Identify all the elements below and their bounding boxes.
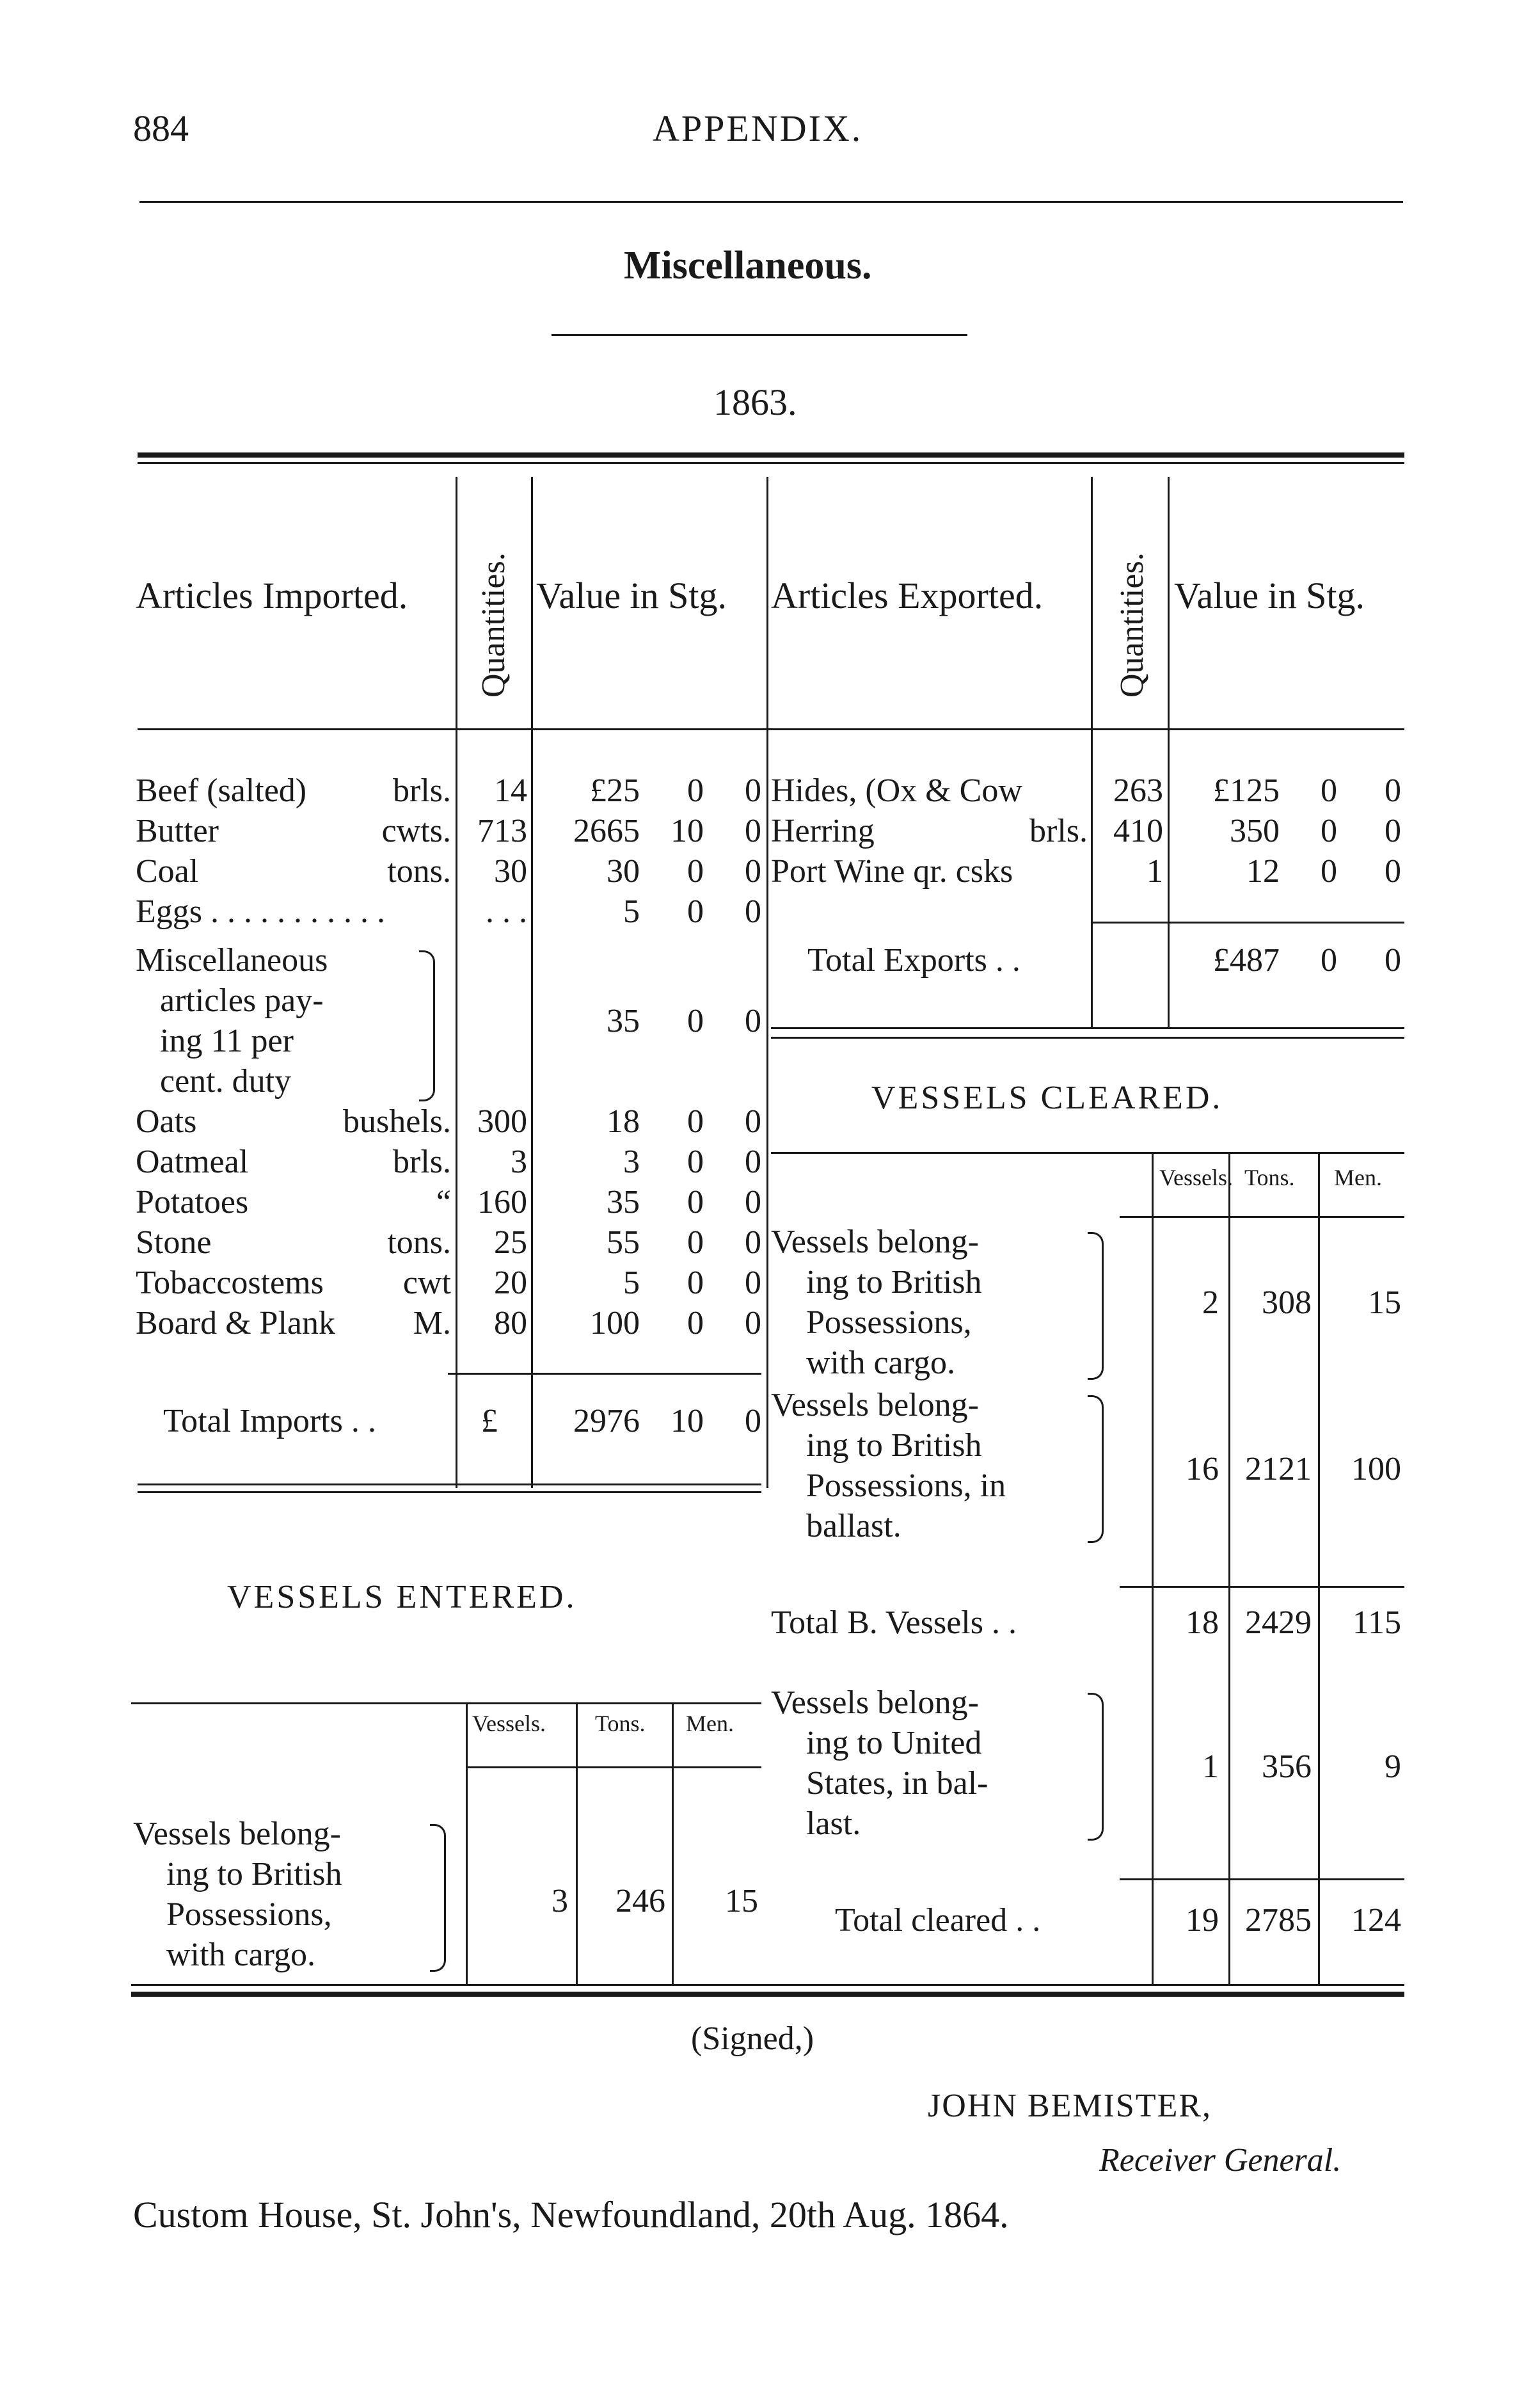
center-divider bbox=[766, 477, 768, 1488]
import-qty: . . . bbox=[486, 893, 527, 930]
row-label-line: last. bbox=[806, 1805, 861, 1842]
import-pence: 0 bbox=[745, 1224, 761, 1261]
import-qty: 30 bbox=[494, 853, 527, 890]
row-vessels: 2 bbox=[1202, 1284, 1219, 1321]
row-label-line: ing to British bbox=[806, 1264, 982, 1300]
row-label-line: with cargo. bbox=[806, 1345, 955, 1381]
import-pence: 0 bbox=[745, 813, 761, 849]
import-qty: 3 bbox=[511, 1144, 527, 1180]
exports-header-quantities: Quantities. bbox=[1114, 552, 1150, 698]
export-qty: 263 bbox=[1113, 772, 1163, 809]
import-pence: 0 bbox=[745, 1265, 761, 1301]
import-pence: 0 bbox=[745, 1144, 761, 1180]
total-exports-label: Total Exports . . bbox=[807, 942, 1020, 979]
row-label-line: Vessels belong- bbox=[771, 1387, 979, 1423]
signatory-title: Receiver General. bbox=[1099, 2142, 1342, 2179]
export-pence: 0 bbox=[1385, 772, 1401, 809]
row-men: 115 bbox=[1352, 1604, 1401, 1641]
imports-sum-rule bbox=[448, 1373, 761, 1375]
export-qty: 410 bbox=[1113, 813, 1163, 849]
import-pounds: 100 bbox=[590, 1305, 640, 1341]
year-heading: 1863. bbox=[713, 381, 797, 423]
export-qty: 1 bbox=[1147, 853, 1163, 890]
exports-sum-rule bbox=[1091, 922, 1404, 924]
import-shillings: 0 bbox=[687, 853, 704, 890]
row-label-line: ballast. bbox=[806, 1508, 901, 1544]
export-pence: 0 bbox=[1385, 853, 1401, 890]
cleared-col-divider bbox=[1228, 1152, 1230, 1984]
table-bottom-rule bbox=[131, 1984, 1404, 1986]
import-article: Beef (salted) bbox=[136, 772, 307, 809]
export-shillings: 0 bbox=[1321, 772, 1337, 809]
misc-line: Miscellaneous bbox=[136, 942, 328, 979]
cleared-header-rule bbox=[1120, 1216, 1404, 1218]
import-pounds: 5 bbox=[623, 893, 640, 930]
import-pence: 0 bbox=[745, 1305, 761, 1341]
row-tons: 2785 bbox=[1245, 1902, 1312, 1939]
import-pounds: 35 bbox=[607, 1184, 640, 1220]
entered-col-divider bbox=[466, 1702, 468, 1984]
row-label-line: Vessels belong- bbox=[133, 1816, 341, 1852]
import-pence: 0 bbox=[745, 1103, 761, 1140]
imports-header-quantities: Quantities. bbox=[475, 552, 512, 698]
brace-icon bbox=[1088, 1693, 1104, 1841]
import-shillings: 10 bbox=[671, 813, 704, 849]
import-unit: cwt bbox=[402, 1265, 451, 1301]
total-imports-pence: 0 bbox=[745, 1403, 761, 1439]
row-vessels: 3 bbox=[552, 1883, 568, 1919]
total-imports-label: Total Imports . . bbox=[163, 1403, 376, 1439]
entered-col-divider bbox=[672, 1702, 674, 1984]
entered-header-rule bbox=[466, 1766, 761, 1768]
total-b-label: Total B. Vessels . . bbox=[771, 1604, 1017, 1641]
export-unit: brls. bbox=[1029, 813, 1088, 849]
imports-end-rule bbox=[138, 1483, 761, 1485]
exports-col-divider bbox=[1168, 477, 1170, 1027]
import-article: Coal bbox=[136, 853, 199, 890]
row-men: 15 bbox=[1368, 1284, 1401, 1321]
brace-icon bbox=[1088, 1232, 1104, 1380]
exports-end-rule bbox=[771, 1037, 1404, 1039]
row-label-line: Vessels belong- bbox=[771, 1684, 979, 1721]
total-exports-pounds: £487 bbox=[1213, 942, 1280, 979]
row-men: 15 bbox=[725, 1883, 758, 1919]
import-qty: 20 bbox=[494, 1265, 527, 1301]
entered-header-tons: Tons. bbox=[595, 1711, 646, 1736]
row-tons: 246 bbox=[615, 1883, 665, 1919]
entered-col-divider bbox=[576, 1702, 578, 1984]
misc-pence: 0 bbox=[745, 1003, 761, 1039]
cleared-top-rule bbox=[771, 1152, 1404, 1154]
import-shillings: 0 bbox=[687, 1184, 704, 1220]
import-article: Butter bbox=[136, 813, 219, 849]
import-pounds: 30 bbox=[607, 853, 640, 890]
import-qty: 160 bbox=[477, 1184, 527, 1220]
import-article: Board & Plank bbox=[136, 1305, 335, 1341]
place-date: Custom House, St. John's, Newfoundland, 20th Aug. 1864. bbox=[133, 2194, 1009, 2235]
cleared-col-divider bbox=[1318, 1152, 1320, 1984]
import-article: Eggs . . . . . . . . . . . bbox=[136, 893, 385, 930]
import-qty: 80 bbox=[494, 1305, 527, 1341]
vessels-cleared-title: VESSELS CLEARED. bbox=[871, 1080, 1223, 1116]
import-article: Stone bbox=[136, 1224, 212, 1261]
row-men: 124 bbox=[1351, 1902, 1401, 1939]
import-shillings: 0 bbox=[687, 1144, 704, 1180]
exports-header-value: Value in Stg. bbox=[1174, 575, 1365, 616]
total-imports-currency: £ bbox=[481, 1403, 498, 1439]
cleared-header-tons: Tons. bbox=[1244, 1165, 1295, 1190]
row-tons: 2429 bbox=[1245, 1604, 1312, 1641]
total-exports-shillings: 0 bbox=[1321, 942, 1337, 979]
export-shillings: 0 bbox=[1321, 853, 1337, 890]
signed-note: (Signed,) bbox=[691, 2020, 814, 2057]
import-unit: “ bbox=[436, 1184, 451, 1220]
brace-icon bbox=[430, 1824, 446, 1972]
import-article: Potatoes bbox=[136, 1184, 249, 1220]
cleared-header-men: Men. bbox=[1334, 1165, 1382, 1190]
row-label-line: Possessions, bbox=[806, 1304, 972, 1341]
misc-shillings: 0 bbox=[687, 1003, 704, 1039]
import-shillings: 0 bbox=[687, 1103, 704, 1140]
row-label-line: with cargo. bbox=[166, 1937, 315, 1973]
imports-col-divider bbox=[456, 477, 457, 1488]
header-bottom-rule bbox=[138, 728, 1404, 730]
export-pounds: 12 bbox=[1246, 853, 1280, 890]
import-unit: cwts. bbox=[381, 813, 451, 849]
title-rule bbox=[552, 334, 967, 336]
row-label-line: Possessions, bbox=[166, 1896, 332, 1933]
row-label-line: States, in bal- bbox=[806, 1765, 988, 1802]
import-unit: brls. bbox=[393, 772, 451, 809]
import-unit: brls. bbox=[393, 1144, 451, 1180]
import-pence: 0 bbox=[745, 772, 761, 809]
imports-header-articles: Articles Imported. bbox=[136, 575, 408, 616]
brace-icon bbox=[1088, 1395, 1104, 1543]
import-pence: 0 bbox=[745, 893, 761, 930]
export-article: Port Wine qr. csks bbox=[771, 853, 1013, 890]
import-article: Oats bbox=[136, 1103, 197, 1140]
export-article: Hides, (Ox & Cow bbox=[771, 772, 1022, 809]
import-qty: 713 bbox=[477, 813, 527, 849]
import-shillings: 0 bbox=[687, 893, 704, 930]
export-pence: 0 bbox=[1385, 813, 1401, 849]
export-shillings: 0 bbox=[1321, 813, 1337, 849]
row-men: 9 bbox=[1385, 1748, 1401, 1785]
import-pence: 0 bbox=[745, 853, 761, 890]
import-shillings: 0 bbox=[687, 1265, 704, 1301]
exports-end-rule bbox=[771, 1027, 1404, 1029]
total-imports-pounds: 2976 bbox=[573, 1403, 640, 1439]
import-unit: tons. bbox=[387, 853, 451, 890]
import-pounds: 55 bbox=[607, 1224, 640, 1261]
row-vessels: 18 bbox=[1186, 1604, 1219, 1641]
import-qty: 300 bbox=[477, 1103, 527, 1140]
row-vessels: 16 bbox=[1186, 1451, 1219, 1487]
row-men: 100 bbox=[1351, 1451, 1401, 1487]
misc-pounds: 35 bbox=[607, 1003, 640, 1039]
import-article: Oatmeal bbox=[136, 1144, 249, 1180]
import-qty: 25 bbox=[494, 1224, 527, 1261]
import-qty: 14 bbox=[494, 772, 527, 809]
vessels-entered-title: VESSELS ENTERED. bbox=[227, 1579, 577, 1615]
cleared-header-vessels: Vessels. bbox=[1159, 1165, 1233, 1190]
total-exports-pence: 0 bbox=[1385, 942, 1401, 979]
import-shillings: 0 bbox=[687, 1305, 704, 1341]
import-article: Tobaccostems bbox=[136, 1265, 324, 1301]
brace-icon bbox=[419, 950, 435, 1101]
section-title: Miscellaneous. bbox=[624, 244, 872, 287]
import-unit: tons. bbox=[387, 1224, 451, 1261]
row-label-line: Vessels belong- bbox=[771, 1224, 979, 1260]
row-vessels: 1 bbox=[1202, 1748, 1219, 1785]
import-shillings: 0 bbox=[687, 772, 704, 809]
cleared-sum-rule bbox=[1120, 1586, 1404, 1588]
import-unit: M. bbox=[413, 1305, 451, 1341]
row-label-line: Possessions, in bbox=[806, 1467, 1006, 1504]
import-pounds: 2665 bbox=[573, 813, 640, 849]
import-pounds: 5 bbox=[623, 1265, 640, 1301]
entered-header-men: Men. bbox=[686, 1711, 734, 1736]
row-label-line: ing to British bbox=[166, 1856, 342, 1892]
entered-top-rule bbox=[131, 1702, 761, 1704]
entered-header-vessels: Vessels. bbox=[472, 1711, 546, 1736]
imports-col-divider bbox=[531, 477, 533, 1488]
export-pounds: £125 bbox=[1213, 772, 1280, 809]
misc-line: cent. duty bbox=[160, 1063, 292, 1100]
table-top-rule bbox=[138, 452, 1404, 458]
exports-header-articles: Articles Exported. bbox=[771, 575, 1044, 616]
import-unit: bushels. bbox=[343, 1103, 451, 1140]
imports-end-rule bbox=[138, 1491, 761, 1493]
row-tons: 356 bbox=[1262, 1748, 1312, 1785]
import-pounds: 3 bbox=[623, 1144, 640, 1180]
signatory-name: JOHN BEMISTER, bbox=[928, 2088, 1212, 2124]
imports-header-value: Value in Stg. bbox=[536, 575, 727, 616]
total-imports-shillings: 10 bbox=[671, 1403, 704, 1439]
misc-line: ing 11 per bbox=[160, 1023, 294, 1059]
row-label-line: ing to British bbox=[806, 1427, 982, 1464]
table-bottom-rule-thick bbox=[131, 1992, 1404, 1997]
row-label-line: ing to United bbox=[806, 1725, 982, 1761]
misc-line: articles pay- bbox=[160, 982, 324, 1019]
header-rule bbox=[139, 201, 1403, 203]
import-pounds: £25 bbox=[590, 772, 640, 809]
exports-col-divider bbox=[1091, 477, 1093, 1027]
page-number: 884 bbox=[133, 108, 189, 149]
import-pounds: 18 bbox=[607, 1103, 640, 1140]
cleared-col-divider bbox=[1152, 1152, 1154, 1984]
export-article: Herring bbox=[771, 813, 875, 849]
row-tons: 308 bbox=[1262, 1284, 1312, 1321]
table-top-rule-thin bbox=[138, 462, 1404, 464]
running-head: APPENDIX. bbox=[653, 108, 863, 149]
import-shillings: 0 bbox=[687, 1224, 704, 1261]
total-cleared-label: Total cleared . . bbox=[835, 1902, 1041, 1939]
export-pounds: 350 bbox=[1230, 813, 1280, 849]
import-pence: 0 bbox=[745, 1184, 761, 1220]
row-vessels: 19 bbox=[1186, 1902, 1219, 1939]
row-tons: 2121 bbox=[1245, 1451, 1312, 1487]
cleared-total-rule bbox=[1120, 1878, 1404, 1880]
